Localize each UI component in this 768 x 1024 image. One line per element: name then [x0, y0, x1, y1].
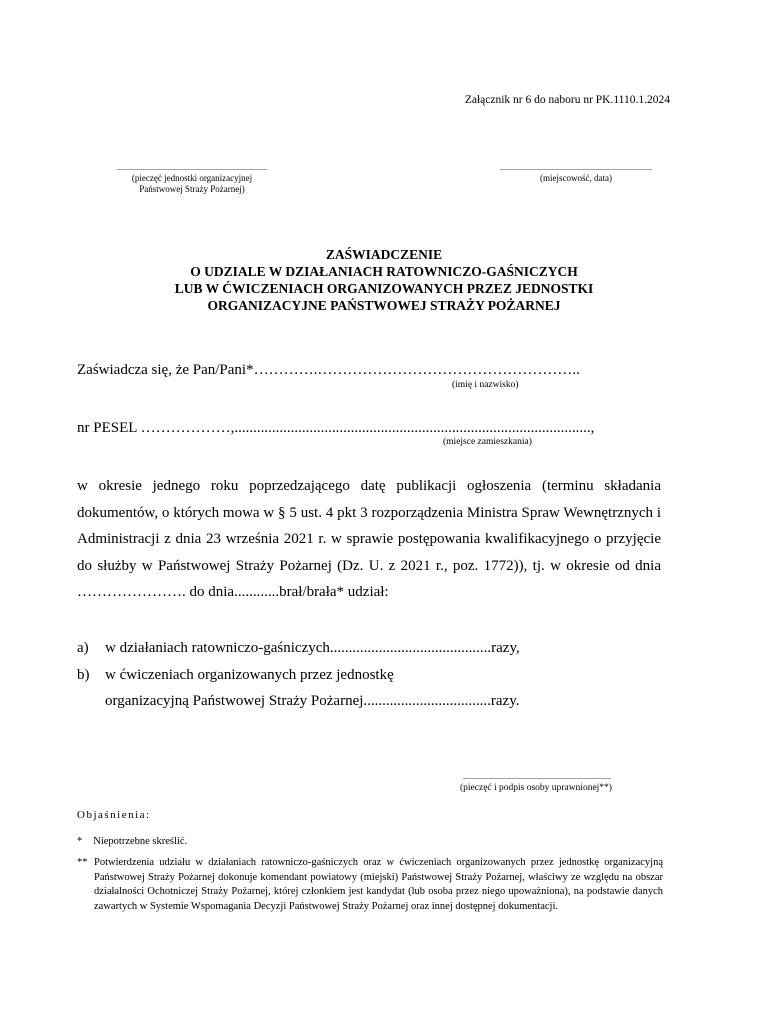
unit-stamp-label-2: Państwowej Straży Pożarnej) — [139, 184, 245, 194]
place-date-label: (miejscowość, data) — [540, 173, 612, 183]
title-line-4: ORGANIZACYJNE PAŃSTWOWEJ STRAŻY POŻARNEJ — [207, 298, 561, 313]
footnote-2-star: ** — [77, 857, 88, 868]
explanations-heading: Objaśnienia: — [77, 809, 151, 821]
name-line: Zaświadcza się, że Pan/Pani*………….…………………………………………….. — [77, 362, 580, 378]
list-item-a — [77, 640, 520, 657]
footnote-1-text: Niepotrzebne skreślić. — [93, 836, 188, 847]
footnote-1 — [77, 836, 187, 847]
annex-reference: Załącznik nr 6 do naboru nr PK.1110.1.2024 — [464, 94, 670, 106]
footnote-2 — [77, 856, 663, 914]
place-date-dots: ............................................................................ — [500, 163, 652, 172]
list-item-b — [77, 667, 394, 684]
unit-stamp-block — [102, 162, 282, 195]
footnote-1-star: * — [77, 836, 83, 847]
place-date-block — [486, 162, 666, 184]
document-title — [0, 246, 768, 314]
list-item-b-continued: organizacyjną Państwowej Straży Pożarnej..................................razy. — [105, 693, 520, 709]
main-paragraph: w okresie jednego roku poprzedzającego datę publikacji ogłoszenia (terminu składania dokumentów, o których mowa w § 5 ust. 4 pkt 3 rozporządzenia Ministra Spraw Wewnętrznych i Administracji z dnia 23 września 2021 r. w sprawie postępowania kwalifikacyjnego o przyjęcie do służby w Państwowej Straży Pożarnej (Dz. U. z 2021 r., poz. 1772)), tj. w okresie od dnia …………………. do dnia............brał/brała* udział: — [77, 478, 661, 600]
unit-stamp-dots: ........................................................................... — [117, 163, 267, 172]
list-text-b-1: w ćwiczeniach organizowanych przez jednostkę — [105, 667, 394, 683]
list-mark-b: b) — [77, 667, 90, 683]
list-text-a: w działaniach ratowniczo-gaśniczych...........................................razy, — [105, 640, 520, 656]
title-line-2: O UDZIALE W DZIAŁANIACH RATOWNICZO-GAŚNICZYCH — [190, 264, 578, 279]
signature-label: (pieczęć i podpis osoby uprawnionej**) — [460, 783, 612, 793]
title-line-3: LUB W ĆWICZENIACH ORGANIZOWANYCH PRZEZ JEDNOSTKI — [174, 281, 594, 296]
signature-dots: .......................................................................... — [463, 772, 611, 781]
footnote-2-text: Potwierdzenia udziału w działaniach ratowniczo-gaśniczych oraz w ćwiczeniach organizowanych przez jednostkę organizacyjną Państwowej Straży Pożarnej dokonuje komendant powiatowy (miejski) Państwowej Straży Pożarnej, właściwy ze względu na obszar działalności Ochotniczej Straży Pożarnej, której członkiem jest kandydat (lub osoba przez niego upoważniona), na podstawie danych zawartych w Systemie Wspomagania Decyzji Państwowej Straży Pożarnej oraz innej dostępnej dokumentacji. — [94, 857, 663, 912]
unit-stamp-label-1: (pieczęć jednostki organizacyjnej — [131, 173, 253, 183]
name-label: (imię i nazwisko) — [452, 380, 519, 390]
pesel-line: nr PESEL ………………,..............................................................................................., — [77, 420, 595, 436]
title-line-1: ZAŚWIADCZENIE — [325, 247, 443, 262]
residence-label: (miejsce zamieszkania) — [443, 437, 532, 447]
list-mark-a: a) — [77, 640, 89, 656]
